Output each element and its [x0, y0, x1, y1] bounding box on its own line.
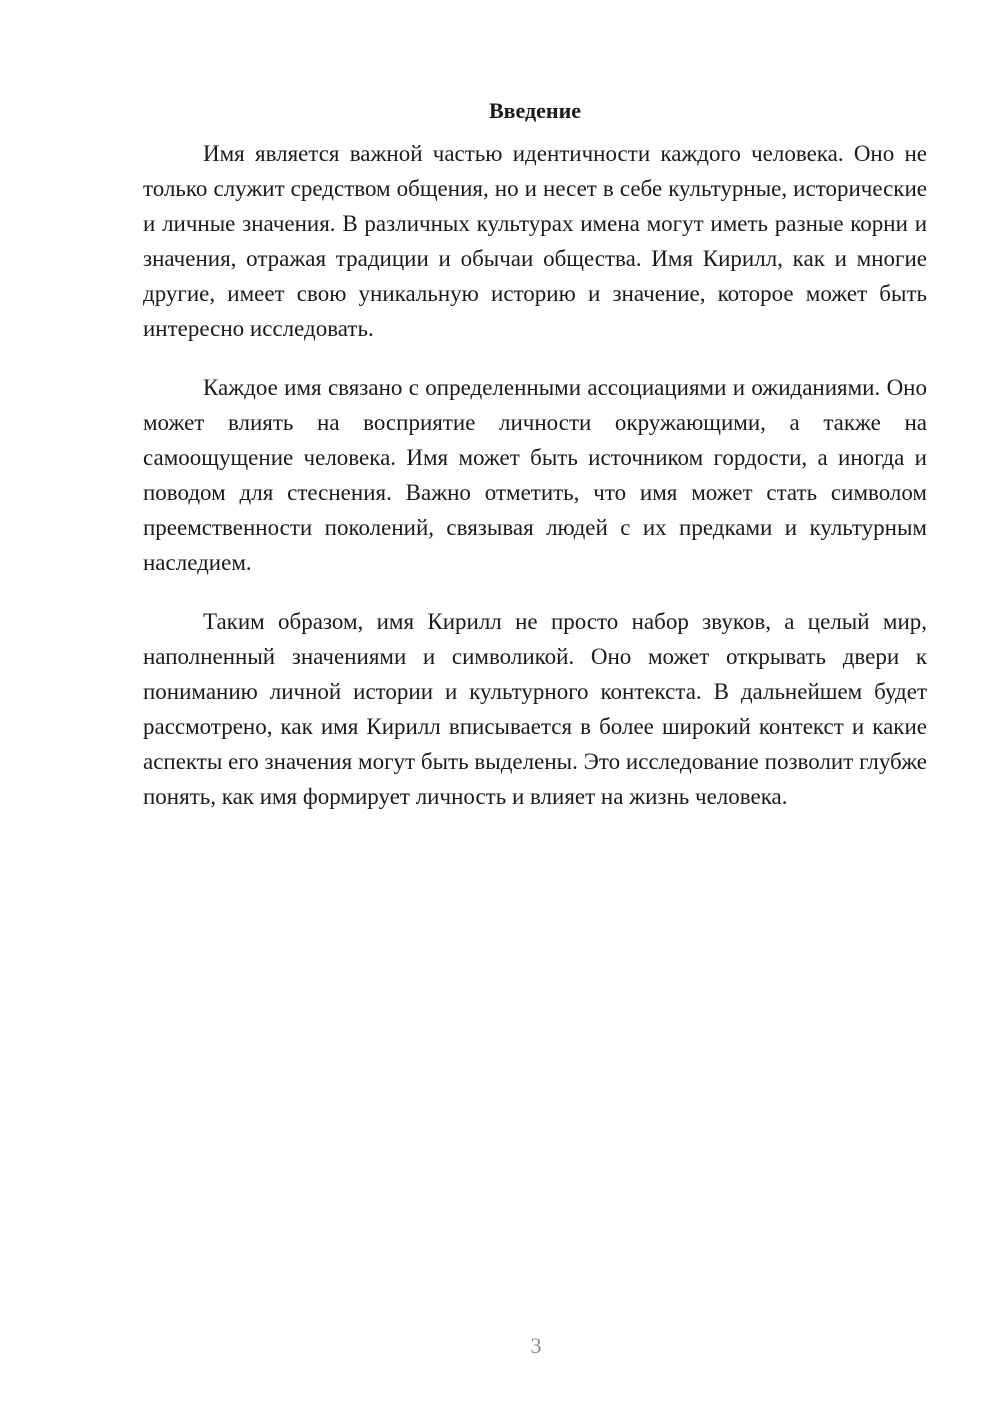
- page-content: [143, 94, 927, 838]
- paragraph-1: Имя является важной частью идентичности каждого человека. Оно не только служит средством общения, но и несет в себе культурные, исторические и личные значения. В различных культурах имена могут иметь разные корни и значения, отражая традиции и обычаи общества. Имя Кирилл, как и многие другие, имеет свою уникальную историю и значение, которое может быть интересно исследовать.: [143, 141, 927, 341]
- page-number: 3: [530, 1333, 542, 1358]
- section-heading: Введение: [488, 98, 582, 123]
- paragraph-3: Таким образом, имя Кирилл не просто набор звуков, а целый мир, наполненный значениями и символикой. Оно может открывать двери к пониманию личной истории и культурного контекста. В дальнейшем будет рассмотрено, как имя Кирилл вписывается в более широкий контекст и какие аспекты его значения могут быть выделены. Это исследование позволит глубже понять, как имя формирует личность и влияет на жизнь человека.: [143, 609, 927, 809]
- paragraph-2: Каждое имя связано с определенными ассоциациями и ожиданиями. Оно может влиять на восприятие личности окружающими, а также на самоощущение человека. Имя может быть источником гордости, а иногда и поводом для стеснения. Важно отметить, что имя может стать символом преемственности поколений, связывая людей с их предками и культурным наследием.: [143, 375, 927, 575]
